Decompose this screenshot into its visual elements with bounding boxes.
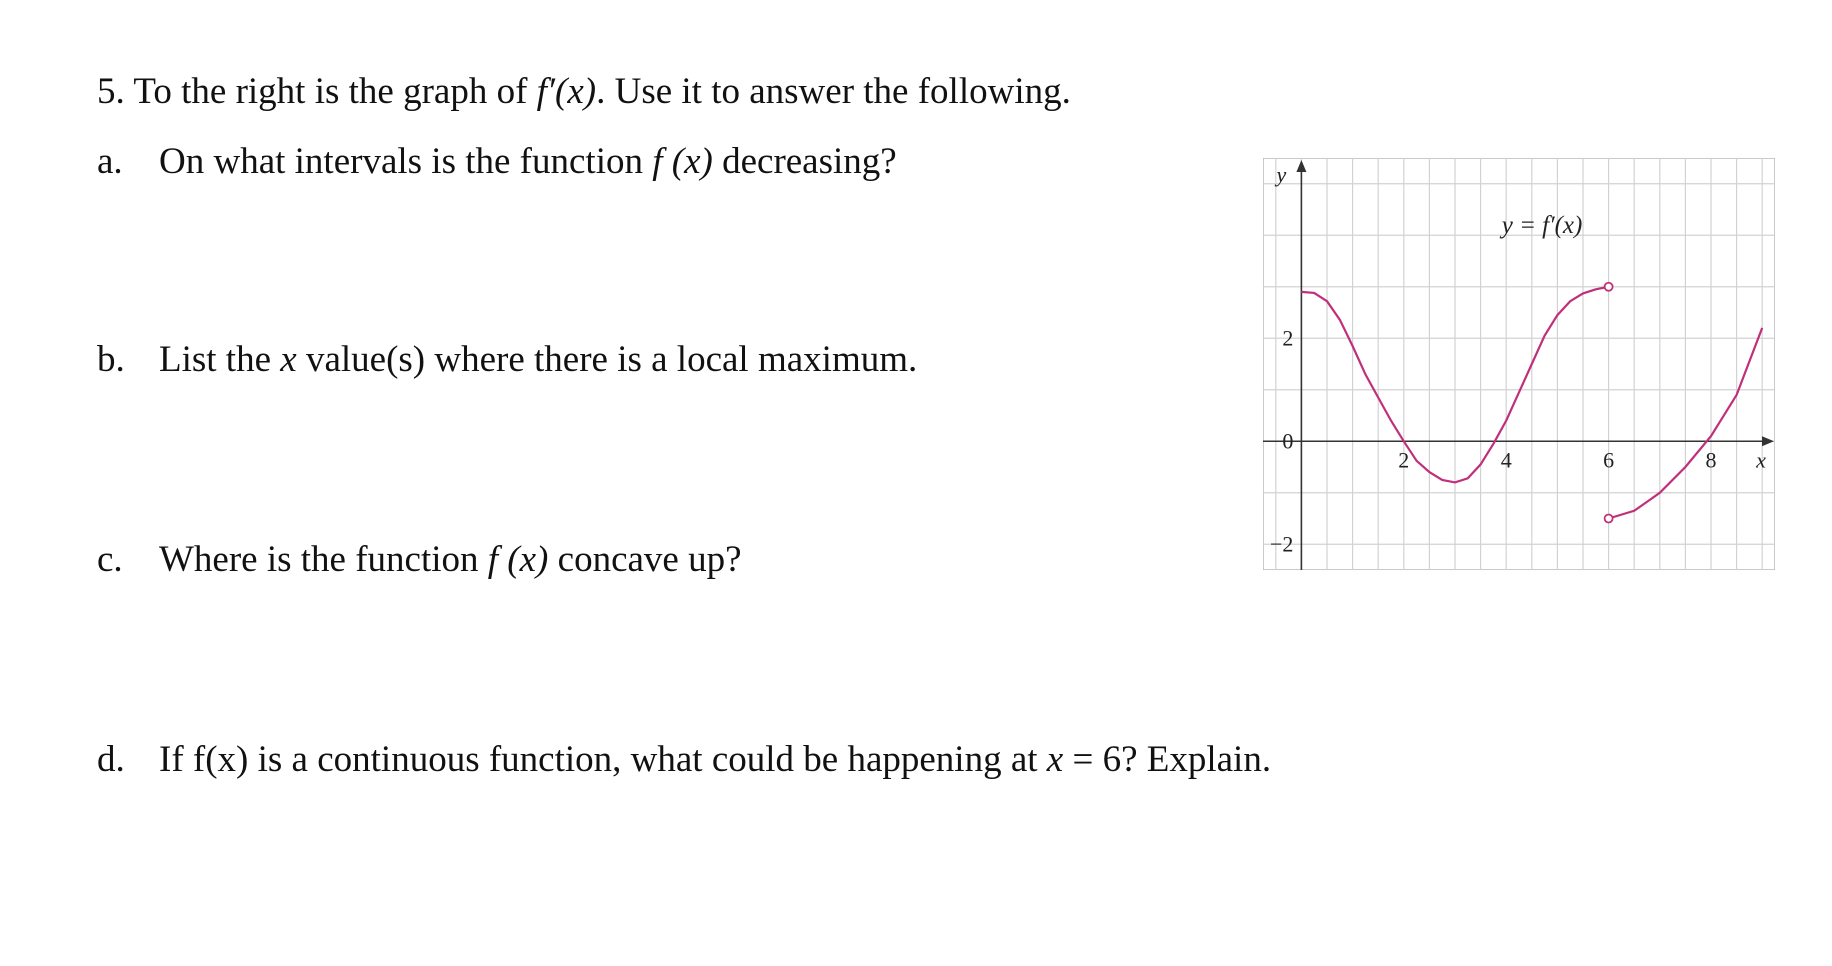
intro-text-post: . Use it to answer the following.	[596, 71, 1071, 112]
y-axis-label: y	[1276, 162, 1287, 187]
x-axis-label: x	[1756, 447, 1766, 473]
question-a-math: f (x)	[652, 141, 713, 182]
problem-intro	[97, 70, 1071, 114]
x-tick-label: 8	[1705, 447, 1717, 473]
y-tick-label: 2	[1282, 325, 1294, 351]
question-d-label: d.	[97, 739, 125, 780]
question-a	[97, 140, 897, 184]
question-a-text-post: decreasing?	[712, 141, 897, 182]
question-b-label: b.	[97, 339, 125, 380]
question-c-text-pre: Where is the function	[159, 539, 488, 580]
question-d-math: x	[1046, 739, 1064, 780]
chart-title: y = f′(x)	[1501, 211, 1583, 239]
problem-number: 5.	[97, 71, 125, 112]
open-endpoint	[1605, 515, 1613, 523]
question-b-math: x	[280, 339, 297, 380]
question-d-text-pre: If f(x) is a continuous function, what could be happening at	[159, 739, 1047, 780]
question-b	[97, 338, 917, 382]
question-b-text-post: value(s) where there is a local maximum.	[296, 339, 918, 380]
y-tick-label: −2	[1269, 531, 1294, 557]
question-c	[97, 538, 742, 582]
intro-math: f′(x)	[536, 71, 597, 112]
question-c-text-post: concave up?	[548, 539, 742, 580]
question-c-label: c.	[97, 539, 123, 580]
question-d	[97, 738, 1271, 782]
x-tick-label: 2	[1398, 447, 1410, 473]
x-tick-label: 6	[1603, 447, 1615, 473]
derivative-graph	[1263, 158, 1775, 570]
question-c-math: f (x)	[487, 539, 549, 580]
intro-text-pre: To the right is the graph of	[133, 71, 537, 112]
question-b-text-pre: List the	[159, 339, 281, 380]
open-endpoint	[1605, 283, 1613, 291]
question-a-text-pre: On what intervals is the function	[159, 141, 653, 182]
question-a-label: a.	[97, 141, 123, 182]
x-tick-label: 4	[1500, 447, 1512, 473]
question-d-text-post: = 6? Explain.	[1063, 739, 1272, 780]
y-tick-label: 0	[1282, 428, 1294, 454]
